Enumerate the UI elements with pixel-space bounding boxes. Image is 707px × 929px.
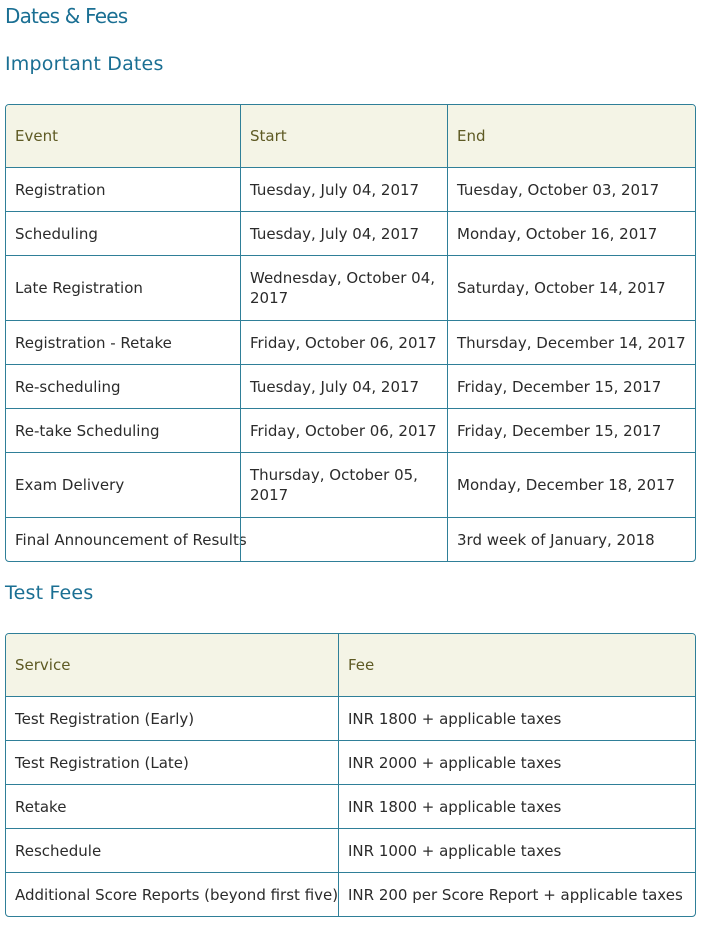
table-row	[6, 452, 695, 517]
important-dates-table	[5, 104, 696, 562]
start-date-cell: Friday, October 06, 2017	[240, 409, 447, 452]
start-date-cell: Wednesday, October 04, 2017	[240, 256, 447, 320]
start-date-cell: Tuesday, July 04, 2017	[240, 365, 447, 408]
event-cell: Exam Delivery	[15, 476, 125, 494]
service-cell: Reschedule	[15, 841, 102, 860]
column-header-service: Service	[15, 656, 71, 674]
table-header-row	[6, 105, 695, 167]
test-fees-table	[5, 633, 696, 917]
service-cell: Retake	[15, 797, 67, 816]
event-cell: Late Registration	[15, 279, 143, 297]
table-row	[6, 167, 695, 211]
start-date-cell: Tuesday, July 04, 2017	[240, 212, 447, 255]
end-date-cell: 3rd week of January, 2018	[447, 518, 695, 561]
table-row	[6, 211, 695, 255]
table-row	[6, 517, 695, 561]
fee-cell: INR 200 per Score Report + applicable taxes	[338, 873, 695, 916]
end-date-cell: Monday, October 16, 2017	[447, 212, 695, 255]
column-header-start: Start	[240, 105, 447, 167]
end-date-cell: Monday, December 18, 2017	[447, 453, 695, 517]
event-cell: Final Announcement of Results	[15, 530, 247, 549]
table-row	[6, 255, 695, 320]
fee-cell: INR 2000 + applicable taxes	[338, 741, 695, 784]
table-row	[6, 872, 695, 916]
start-date-cell: Friday, October 06, 2017	[240, 321, 447, 364]
table-row	[6, 784, 695, 828]
fee-cell: INR 1000 + applicable taxes	[338, 829, 695, 872]
service-cell: Test Registration (Late)	[15, 753, 189, 772]
table-row	[6, 364, 695, 408]
column-header-event: Event	[15, 127, 58, 145]
fee-cell: INR 1800 + applicable taxes	[338, 785, 695, 828]
event-cell: Registration - Retake	[15, 333, 172, 352]
event-cell: Scheduling	[15, 224, 98, 243]
start-date-cell: Tuesday, July 04, 2017	[240, 168, 447, 211]
table-row	[6, 696, 695, 740]
event-cell: Re-take Scheduling	[15, 421, 160, 440]
end-date-cell: Friday, December 15, 2017	[447, 409, 695, 452]
table-header-row	[6, 634, 695, 696]
end-date-cell: Thursday, December 14, 2017	[447, 321, 695, 364]
service-cell: Test Registration (Early)	[15, 709, 195, 728]
service-cell: Additional Score Reports (beyond first five)	[15, 885, 339, 904]
fee-cell: INR 1800 + applicable taxes	[338, 697, 695, 740]
column-header-fee: Fee	[338, 634, 695, 696]
event-cell: Registration	[15, 180, 106, 199]
end-date-cell: Friday, December 15, 2017	[447, 365, 695, 408]
start-date-cell: Thursday, October 05, 2017	[240, 453, 447, 517]
important-dates-heading: Important Dates	[5, 53, 164, 75]
table-row	[6, 408, 695, 452]
page-title: Dates & Fees	[5, 4, 128, 28]
event-cell: Re-scheduling	[15, 377, 121, 396]
column-header-end: End	[447, 105, 695, 167]
table-row	[6, 740, 695, 784]
end-date-cell: Saturday, October 14, 2017	[447, 256, 695, 320]
table-row	[6, 320, 695, 364]
end-date-cell: Tuesday, October 03, 2017	[447, 168, 695, 211]
test-fees-heading: Test Fees	[5, 582, 94, 604]
start-date-cell	[240, 518, 447, 561]
table-row	[6, 828, 695, 872]
